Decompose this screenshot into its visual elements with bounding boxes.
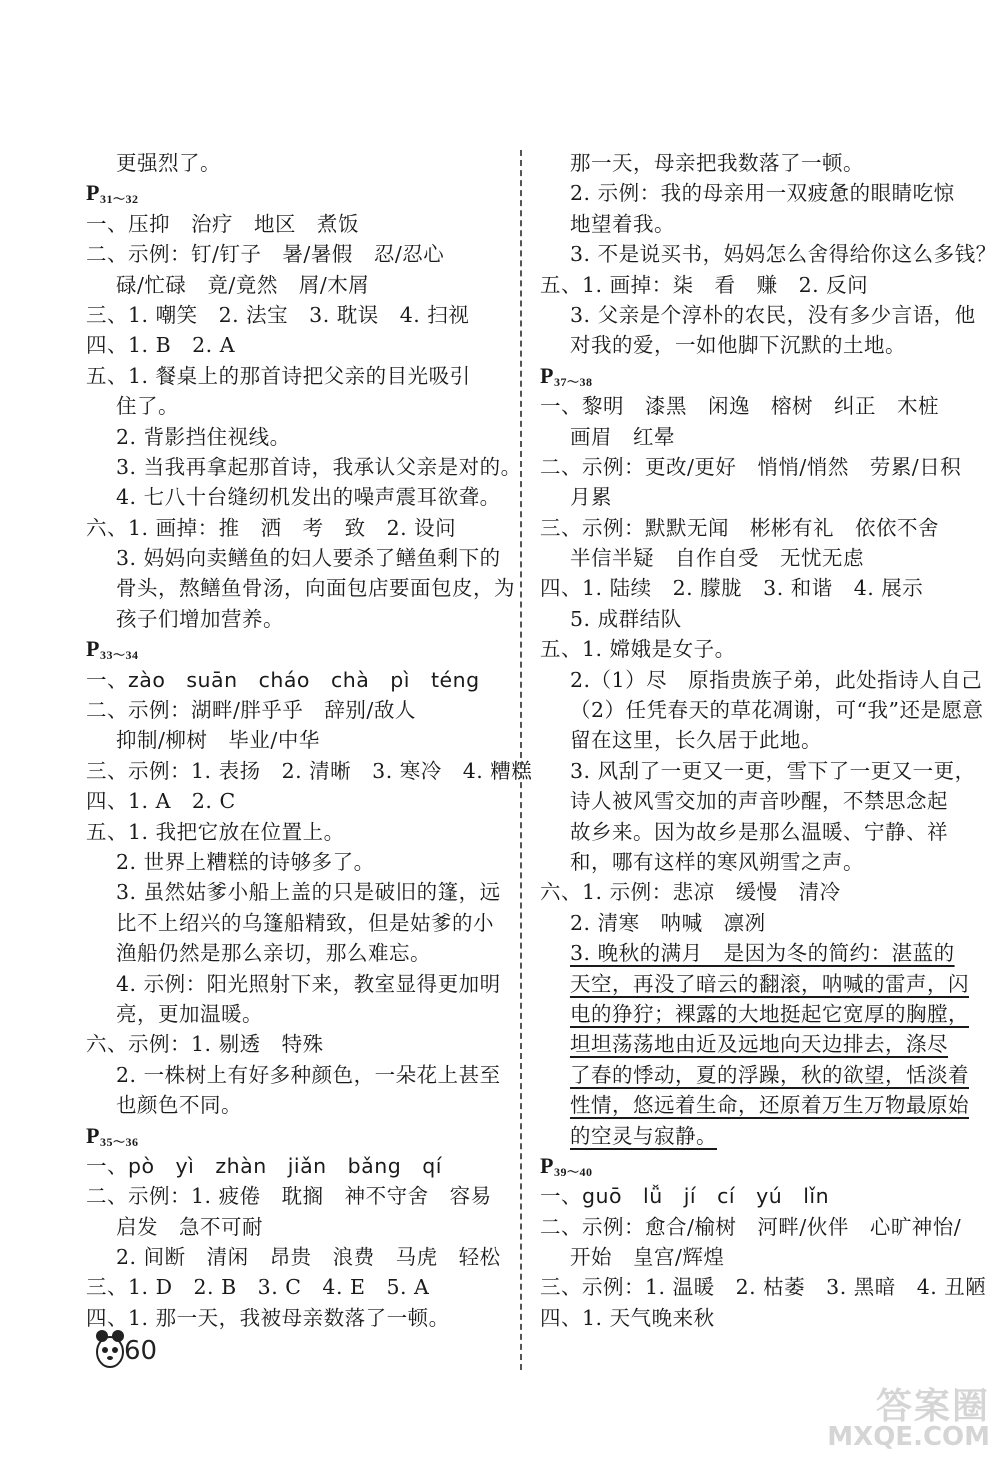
answer-line <box>540 938 970 968</box>
answer-line <box>86 665 511 695</box>
answer-line <box>86 300 511 330</box>
right-column <box>540 148 997 1333</box>
answer-text: 四、1. B 2. A <box>86 333 236 358</box>
page-number: 60 <box>124 1336 158 1366</box>
answer-line <box>540 1181 970 1211</box>
answer-text: 2.（1）尽 原指贵族子弟，此处指诗人自己 <box>570 667 983 692</box>
answer-line <box>86 239 511 269</box>
answer-line <box>540 1090 970 1120</box>
answer-text: 2. 一株树上有好多种颜色，一朵花上甚至 <box>116 1062 501 1087</box>
answer-text: 和，哪有这样的寒风朔雪之声。 <box>570 849 864 874</box>
page-range-heading <box>86 178 511 208</box>
answer-text: 亮，更加温暖。 <box>116 1001 263 1026</box>
answer-line <box>540 300 976 330</box>
answer-text: 五、1. 我把它放在位置上。 <box>86 819 345 844</box>
answer-text: 那一天，母亲把我数落了一顿。 <box>570 151 864 175</box>
answer-line <box>86 148 511 178</box>
answer-text: 2. 背影挡住视线。 <box>116 424 291 449</box>
answer-line <box>540 756 976 786</box>
watermark-logo: 答案圈 <box>875 1386 990 1427</box>
answer-text: 六、1. 示例：悲凉 缓慢 清冷 <box>540 880 841 905</box>
answer-line <box>540 543 970 573</box>
answer-line <box>540 1060 970 1090</box>
answer-line <box>86 1212 511 1242</box>
answer-text: 诗人被风雪交加的声音吵醒，不禁思念起 <box>570 789 948 814</box>
answer-text: 3. 妈妈向卖鳝鱼的妇人要杀了鳝鱼剩下的 <box>116 546 501 571</box>
answer-line <box>86 786 511 816</box>
answer-text: 四、1. 那一天，我被母亲数落了一顿。 <box>86 1305 450 1330</box>
answer-line <box>86 573 515 603</box>
answer-line <box>540 725 970 755</box>
answer-line <box>540 1303 970 1333</box>
page-range-heading <box>86 1121 511 1151</box>
answer-text: 四、1. 陆续 2. 朦胧 3. 和谐 4. 展示 <box>540 576 924 601</box>
answer-line <box>540 239 997 269</box>
answer-text: 3. 当我再拿起那首诗，我承认父亲是对的。 <box>116 454 522 479</box>
page-range-letter: P <box>540 1152 554 1178</box>
page-range-letter: P <box>540 362 554 388</box>
answer-line <box>540 1121 970 1151</box>
answer-text: 一、pò yì zhàn jiǎn bǎng qí <box>86 1153 442 1178</box>
answer-line <box>540 786 970 816</box>
page-range-numbers: 31～32 <box>99 192 139 207</box>
answer-line <box>540 969 970 999</box>
answer-text: 也颜色不同。 <box>116 1093 242 1118</box>
answer-text: 留在这里，长久居于此地。 <box>570 728 822 753</box>
answer-text: 一、黎明 漆黑 闲逸 榕树 纠正 木桩 <box>540 394 939 419</box>
answer-text: 三、1. D 2. B 3. C 4. E 5. A <box>86 1275 430 1300</box>
answer-line <box>86 543 511 573</box>
answer-text: 五、1. 画掉：柒 看 赚 2. 反问 <box>540 272 869 297</box>
answer-line <box>540 1272 987 1302</box>
answer-text: 3. 晚秋的满月 是因为冬的简约：湛蓝的 <box>570 941 955 966</box>
watermark-url: MXQE.COM <box>827 1422 990 1452</box>
answer-text: 五、1. 餐桌上的那首诗把父亲的目光吸引 <box>86 363 471 388</box>
answer-text: 更强烈了。 <box>116 151 221 175</box>
answer-line <box>86 847 511 877</box>
page-range-heading <box>86 634 511 664</box>
answer-line <box>86 1029 511 1059</box>
answer-text: 天空，再没了暗云的翻滚，呐喊的雷声，闪 <box>570 971 969 996</box>
mascot-icon <box>92 1322 128 1372</box>
answer-text: 渔船仍然是那么亲切，那么难忘。 <box>116 941 431 966</box>
answer-line <box>540 209 970 239</box>
answer-text: 住了。 <box>116 394 179 419</box>
answer-text: 二、示例：湖畔/胖乎乎 辞别/敌人 <box>86 698 416 723</box>
answer-line <box>540 1029 970 1059</box>
page-range-numbers: 35～36 <box>99 1134 139 1149</box>
answer-text: 四、1. A 2. C <box>86 789 236 814</box>
page-range-heading <box>540 361 970 391</box>
answer-text: 三、1. 嘲笑 2. 法宝 3. 耽误 4. 扫视 <box>86 302 470 327</box>
answer-text: 的空灵与寂静。 <box>570 1123 717 1148</box>
page-range-numbers: 37～38 <box>553 374 593 389</box>
answer-line <box>540 391 970 421</box>
answer-line <box>86 877 511 907</box>
answer-text: 5. 成群结队 <box>570 606 682 631</box>
answer-line <box>540 665 983 695</box>
answer-line <box>86 1181 511 1211</box>
answer-text: 三、示例：默默无闻 彬彬有礼 依依不舍 <box>540 515 939 540</box>
answer-text: 孩子们增加营养。 <box>116 606 284 631</box>
answer-line <box>86 513 511 543</box>
answer-text: 对我的爱，一如他脚下沉默的土地。 <box>570 333 906 358</box>
answer-line <box>86 482 511 512</box>
answer-line <box>540 330 970 360</box>
answer-text: 半信半疑 自作自受 无忧无虑 <box>570 546 864 571</box>
answer-text: 性情，悠远着生命，还原着万生万物最原始 <box>570 1093 969 1118</box>
answer-line <box>86 270 511 300</box>
page-range-letter: P <box>86 636 100 662</box>
answer-line <box>86 422 511 452</box>
answer-text: 二、示例：1. 疲倦 耽搁 神不守舍 容易 <box>86 1184 492 1209</box>
answer-line <box>86 1272 511 1302</box>
answer-text: 启发 急不可耐 <box>116 1214 263 1239</box>
answer-text: 2. 示例：我的母亲用一双疲惫的眼睛吃惊 <box>570 181 955 206</box>
answer-text: 六、1. 画掉：推 洒 考 致 2. 设问 <box>86 515 457 540</box>
answer-text: 二、示例：愈合/榆树 河畔/伙伴 心旷神怡/ <box>540 1214 962 1239</box>
answer-text: 3. 虽然姑爹小船上盖的只是破旧的篷，远 <box>116 880 501 905</box>
page-range-numbers: 33～34 <box>99 648 139 663</box>
answer-line <box>86 999 511 1029</box>
answer-line <box>540 178 970 208</box>
answer-text: 五、1. 嫦娥是女子。 <box>540 637 736 662</box>
answer-line <box>540 877 970 907</box>
answer-line <box>86 1060 511 1090</box>
answer-text: 坦坦荡荡地由近及远地向天边排去，涤尽 <box>570 1032 948 1057</box>
answer-text: 骨头，熬鳝鱼骨汤，向面包店要面包皮，为 <box>116 576 515 601</box>
answer-text: 4. 示例：阳光照射下来，教室显得更加明 <box>116 971 501 996</box>
answer-line <box>540 908 970 938</box>
answer-text: 4. 七八十台缝纫机发出的噪声震耳欲聋。 <box>116 485 501 510</box>
answer-text: 画眉 红晕 <box>570 424 675 449</box>
answer-text: 一、guō lǚ jí cí yú lǐn <box>540 1184 830 1209</box>
answer-line <box>540 513 970 543</box>
answer-text: 碌/忙碌 竟/竟然 屑/木屑 <box>116 272 370 297</box>
answer-line <box>86 756 533 786</box>
answer-line <box>86 1151 511 1181</box>
answer-text: 了春的悸动，夏的浮躁，秋的欲望，恬淡着 <box>570 1062 969 1087</box>
answer-line <box>540 634 970 664</box>
answer-line <box>86 391 511 421</box>
answer-text: 一、压抑 治疗 地区 煮饭 <box>86 211 359 236</box>
answer-line <box>540 1212 970 1242</box>
answer-text: 比不上绍兴的乌篷船精致，但是姑爹的小 <box>116 910 494 935</box>
answer-line <box>86 969 511 999</box>
answer-text: 四、1. 天气晚来秋 <box>540 1305 715 1330</box>
answer-line <box>86 725 511 755</box>
answer-text: 2. 间断 清闲 昂贵 浪费 马虎 轻松 <box>116 1245 501 1270</box>
answer-line <box>86 938 511 968</box>
answer-line <box>540 452 970 482</box>
watermark <box>800 1378 990 1458</box>
answer-line <box>540 847 970 877</box>
answer-line <box>540 817 970 847</box>
answer-text: 三、示例：1. 温暖 2. 枯萎 3. 黑暗 4. 丑陋 <box>540 1275 987 1300</box>
answer-line <box>86 452 522 482</box>
answer-text: （2）任凭春天的草花凋谢，可“我”还是愿意 <box>570 698 984 723</box>
answer-line <box>540 482 970 512</box>
answer-text: 2. 世界上糟糕的诗够多了。 <box>116 849 375 874</box>
answer-line <box>86 817 511 847</box>
answer-text: 一、zào suān cháo chà pì téng <box>86 667 480 692</box>
page-range-numbers: 39～40 <box>553 1164 593 1179</box>
answer-line <box>540 148 970 178</box>
answer-text: 地望着我。 <box>570 211 675 236</box>
answer-line <box>540 573 970 603</box>
answer-text: 二、示例：钉/钉子 暑/暑假 忍/忍心 <box>86 242 445 267</box>
page-footer <box>92 1322 192 1382</box>
answer-text: 三、示例：1. 表扬 2. 清晰 3. 寒冷 4. 糟糕 <box>86 758 533 783</box>
answer-line <box>86 908 511 938</box>
answer-text: 3. 风刮了一更又一更，雪下了一更又一更， <box>570 758 976 783</box>
answer-line <box>86 695 511 725</box>
answer-line <box>540 999 970 1029</box>
page-range-letter: P <box>86 1122 100 1148</box>
answer-text: 抑制/柳树 毕业/中华 <box>116 728 320 753</box>
answer-text: 2. 清寒 呐喊 凛冽 <box>570 910 766 935</box>
answer-text: 3. 不是说买书，妈妈怎么舍得给你这么多钱？ <box>570 242 997 267</box>
answer-text: 月累 <box>570 485 612 510</box>
answer-line <box>540 695 984 725</box>
answer-line <box>540 1242 970 1272</box>
answer-text: 二、示例：更改/更好 悄悄/悄然 劳累/日积 <box>540 454 962 479</box>
page-range-heading <box>540 1151 970 1181</box>
answer-line <box>86 330 511 360</box>
answer-text: 开始 皇宫/辉煌 <box>570 1245 725 1270</box>
answer-text: 电的狰狞；裸露的大地挺起它宽厚的胸膛， <box>570 1001 969 1026</box>
answer-line <box>86 209 511 239</box>
answer-text: 六、示例：1. 剔透 特殊 <box>86 1032 324 1057</box>
answer-line <box>86 361 511 391</box>
answer-line <box>86 1242 511 1272</box>
answer-line <box>540 604 970 634</box>
answer-text: 3. 父亲是个淳朴的农民，没有多少言语，他 <box>570 302 976 327</box>
page-range-letter: P <box>86 180 100 206</box>
answer-text: 故乡来。因为故乡是那么温暖、宁静、祥 <box>570 819 948 844</box>
answer-line <box>86 604 511 634</box>
answer-line <box>540 422 970 452</box>
column-divider <box>520 150 522 1370</box>
answer-line <box>86 1090 511 1120</box>
left-column <box>86 148 533 1333</box>
answer-line <box>540 270 970 300</box>
